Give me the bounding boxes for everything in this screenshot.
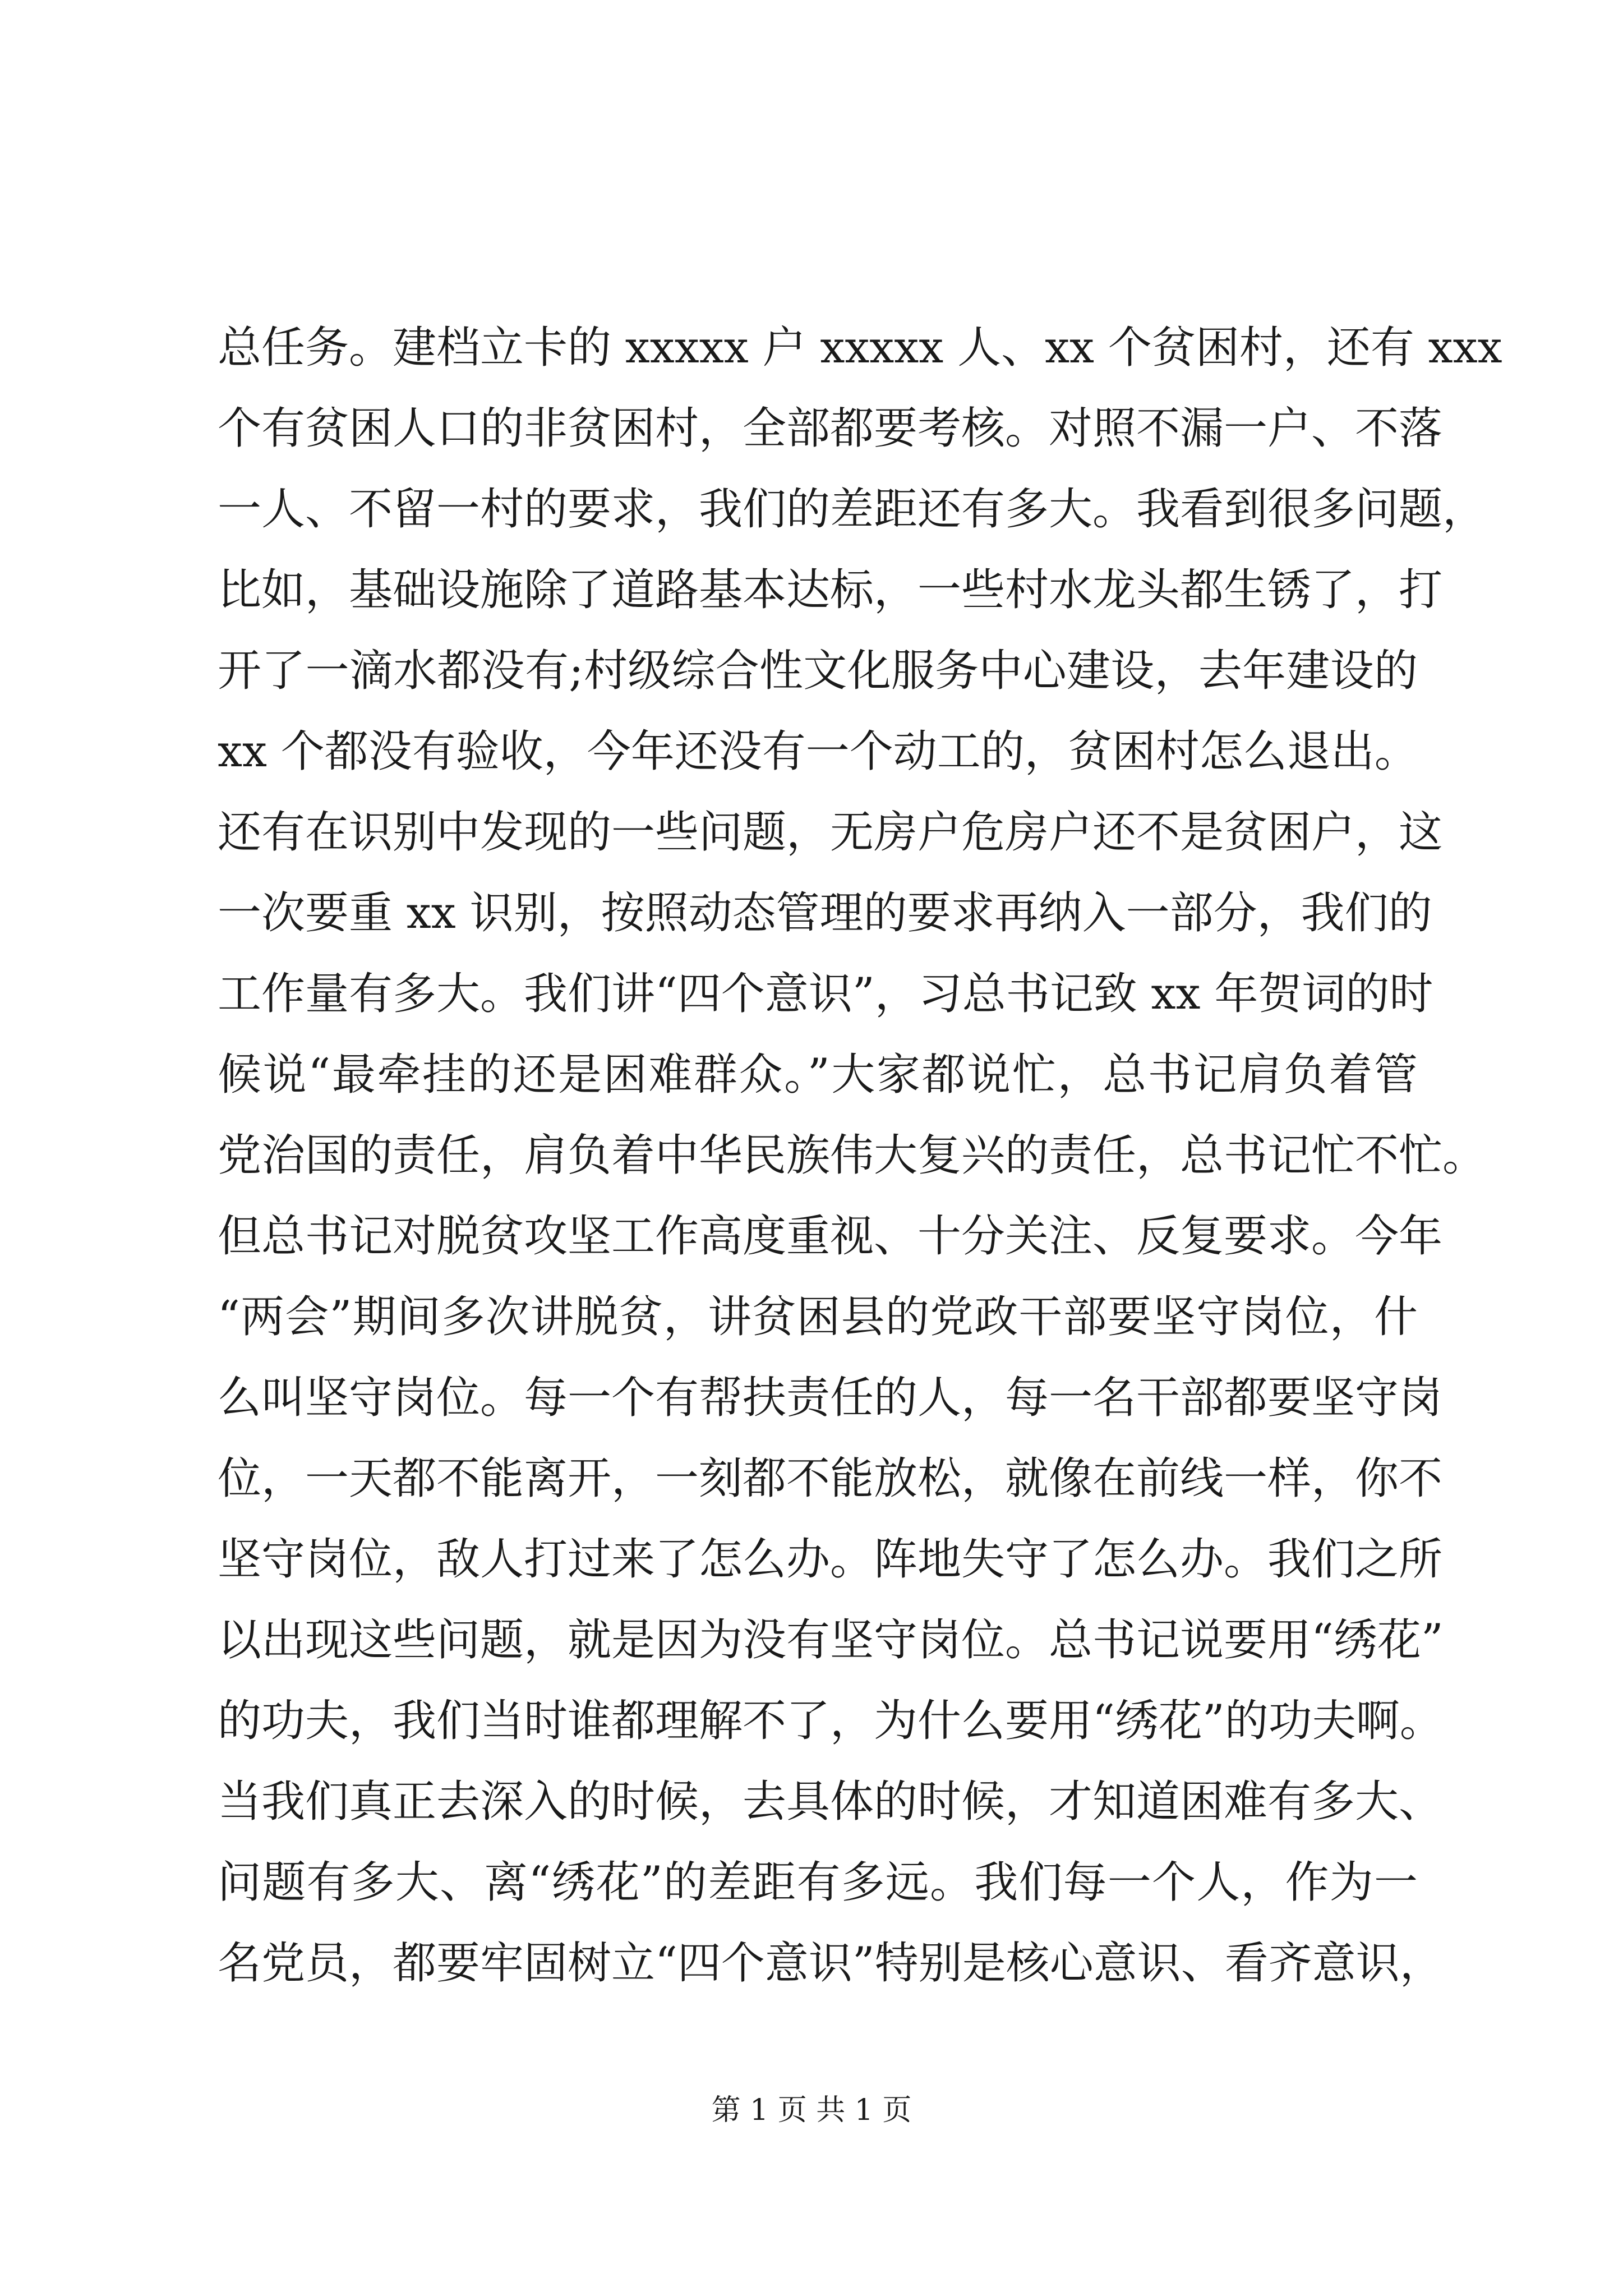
text-line: 还有在识别中发现的一些问题，无房户危房户还不是贫困户，这 (218, 807, 1443, 858)
text-line: 个有贫困人口的非贫困村，全部都要考核。对照不漏一户、不落 (218, 403, 1443, 454)
text-line: 但总书记对脱贫攻坚工作高度重视、十分关注、反复要求。今年 (218, 1211, 1443, 1262)
text-line: 一人、不留一村的要求，我们的差距还有多大。我看到很多问题， (218, 484, 1487, 535)
body-text (218, 307, 1502, 2004)
text-line: 坚守岗位，敌人打过来了怎么办。阵地失守了怎么办。我们之所 (218, 1534, 1443, 1585)
text-line: 党治国的责任，肩负着中华民族伟大复兴的责任，总书记忙不忙。 (218, 1130, 1487, 1181)
text-line: “两会”期间多次讲脱贫，讲贫困县的党政干部要坚守岗位，什 (218, 1292, 1418, 1342)
text-line: 工作量有多大。我们讲“四个意识”，习总书记致 xx 年贺词的时 (218, 969, 1433, 1019)
text-line: 候说“最牵挂的还是困难群众。”大家都说忙，总书记肩负着管 (218, 1050, 1418, 1100)
text-line: 问题有多大、离“绣花”的差距有多远。我们每一个人，作为一 (218, 1857, 1418, 1908)
text-line: 比如，基础设施除了道路基本达标，一些村水龙头都生锈了，打 (218, 565, 1443, 615)
text-line: 以出现这些问题，就是因为没有坚守岗位。总书记说要用“绣花” (218, 1615, 1444, 1665)
text-line: 的功夫，我们当时谁都理解不了，为什么要用“绣花”的功夫啊。 (218, 1696, 1444, 1746)
text-line: 一次要重 xx 识别，按照动态管理的要求再纳入一部分，我们的 (218, 888, 1432, 938)
text-line: 总任务。建档立卡的 xxxxx 户 xxxxx 人、xx 个贫困村，还有 xxx (218, 323, 1502, 373)
text-line: xx 个都没有验收，今年还没有一个动工的，贫困村怎么退出。 (218, 726, 1418, 777)
text-line: 当我们真正去深入的时候，去具体的时候，才知道困难有多大、 (218, 1777, 1443, 1827)
text-line: 位，一天都不能离开，一刻都不能放松，就像在前线一样，你不 (218, 1453, 1443, 1504)
text-line: 么叫坚守岗位。每一个有帮扶责任的人，每一名干部都要坚守岗 (218, 1373, 1443, 1423)
page-number-footer: 第 1 页 共 1 页 (711, 2093, 912, 2127)
text-line: 开了一滴水都没有;村级综合性文化服务中心建设，去年建设的 (218, 646, 1418, 696)
text-line: 名党员，都要牢固树立“四个意识”特别是核心意识、看齐意识， (218, 1938, 1444, 1989)
